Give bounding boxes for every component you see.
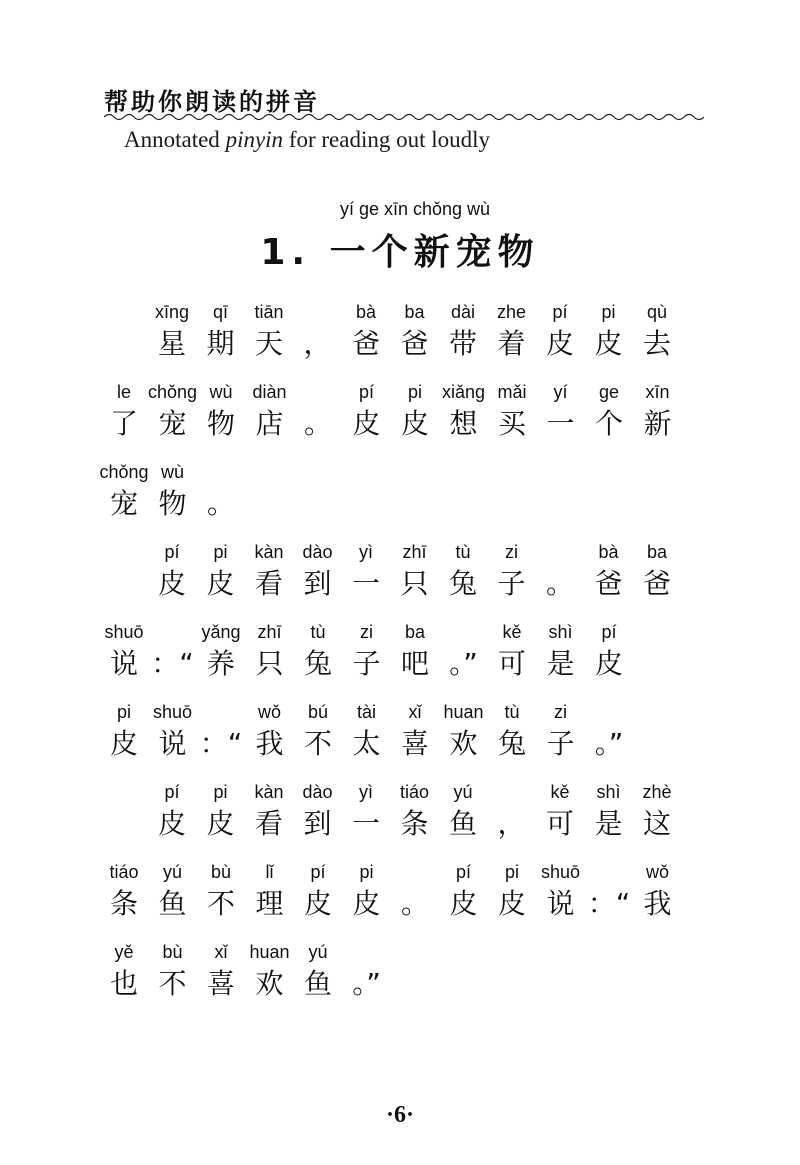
hanzi-character: 物 — [206, 407, 235, 440]
hanzi-character: 理 — [255, 887, 284, 920]
header-divider — [104, 112, 704, 122]
hanzi-character: 一 — [546, 407, 575, 440]
hanzi-character: 皮 — [109, 727, 138, 760]
pinyin-syllable: chǒng — [99, 462, 149, 482]
hanzi-character: 不 — [303, 727, 332, 760]
hanzi-character: 鱼 — [303, 967, 332, 1000]
pinyin-syllable: yú — [162, 862, 182, 882]
hanzi-character: 我 — [255, 727, 284, 760]
pinyin-syllable: shuō — [104, 622, 144, 642]
pinyin-syllable: xiǎng — [441, 382, 486, 402]
hanzi-character: 只 — [400, 567, 429, 600]
pinyin-syllable: tài — [356, 702, 376, 722]
punctuation-mark: 。” — [449, 647, 478, 680]
pinyin-syllable: zi — [505, 542, 518, 562]
pinyin-syllable: zhe — [496, 302, 527, 322]
hanzi-character: 太 — [352, 727, 381, 760]
punctuation-mark: 。 — [400, 887, 429, 920]
hanzi-character: 期 — [206, 327, 235, 360]
hanzi-character: 买 — [497, 407, 526, 440]
hanzi-character: 宠 — [109, 487, 138, 520]
hanzi-character: 这 — [642, 807, 671, 840]
hanzi-character: 条 — [400, 807, 429, 840]
pinyin-syllable: huan — [249, 942, 290, 962]
pinyin-syllable: bà — [598, 542, 619, 562]
hanzi-character: 皮 — [497, 887, 526, 920]
hanzi-character: 到 — [303, 567, 332, 600]
subtitle-text-end: for reading out loudly — [283, 127, 491, 152]
hanzi-character: 不 — [158, 967, 187, 1000]
pinyin-syllable: xǐ — [214, 942, 228, 962]
hanzi-character: 鱼 — [158, 887, 187, 920]
hanzi-character: 说 — [546, 887, 575, 920]
hanzi-character: 皮 — [303, 887, 332, 920]
pinyin-syllable: wǒ — [645, 862, 669, 882]
pinyin-syllable: bà — [355, 302, 377, 322]
hanzi-character: 子 — [352, 647, 381, 680]
pinyin-syllable: zi — [360, 622, 373, 642]
hanzi-character: 个 — [594, 407, 623, 440]
pinyin-syllable: shì — [596, 782, 621, 802]
pinyin-syllable: tiān — [254, 302, 284, 322]
hanzi-character: 是 — [594, 807, 623, 840]
pinyin-syllable: dào — [302, 782, 333, 802]
pinyin-syllable: shuō — [540, 862, 581, 882]
pinyin-syllable: kàn — [254, 542, 284, 562]
pinyin-syllable: bú — [307, 702, 329, 722]
section-header: 帮助你朗读的拼音 — [104, 88, 320, 116]
hanzi-character: 皮 — [206, 567, 235, 600]
hanzi-character: 一 — [351, 807, 380, 840]
hanzi-character: 去 — [642, 327, 671, 360]
pinyin-syllable: pi — [504, 862, 519, 882]
hanzi-character: 一 — [351, 567, 380, 600]
hanzi-character: 兔 — [303, 647, 332, 680]
pinyin-syllable: pi — [213, 542, 228, 562]
punctuation-mark: 。” — [352, 967, 381, 1000]
hanzi-character: 说 — [158, 727, 187, 760]
hanzi-character: 爸 — [351, 327, 380, 360]
pinyin-syllable: yì — [358, 542, 373, 562]
pinyin-syllable: pí — [164, 782, 180, 802]
page-number: ·6· — [385, 1102, 414, 1128]
hanzi-character: 皮 — [594, 327, 623, 360]
hanzi-character: 看 — [254, 567, 283, 600]
story-title-pinyin: yí ge xīn chǒng wù — [339, 199, 491, 219]
hanzi-character: 可 — [497, 647, 526, 680]
pinyin-syllable: kàn — [254, 782, 284, 802]
pinyin-syllable: xīn — [645, 382, 670, 402]
hanzi-character: 说 — [109, 647, 138, 680]
pinyin-syllable: tiáo — [109, 862, 139, 882]
hanzi-character: 皮 — [594, 647, 623, 680]
hanzi-character: 皮 — [400, 407, 429, 440]
hanzi-character: 皮 — [206, 807, 235, 840]
pinyin-syllable: dào — [302, 542, 333, 562]
pinyin-syllable: pi — [601, 302, 616, 322]
hanzi-character: 只 — [255, 647, 284, 680]
punctuation-mark: ：“ — [151, 647, 194, 680]
hanzi-character: 爸 — [594, 567, 623, 600]
hanzi-character: 新 — [643, 407, 672, 440]
hanzi-character: 我 — [643, 887, 672, 920]
pinyin-syllable: pí — [455, 862, 471, 882]
pinyin-syllable: diàn — [252, 382, 287, 402]
pinyin-syllable: wǒ — [257, 702, 281, 722]
pinyin-syllable: huan — [443, 702, 484, 722]
hanzi-character: 皮 — [545, 327, 574, 360]
pinyin-syllable: chǒng — [147, 382, 198, 402]
hanzi-character: 天 — [254, 327, 283, 360]
pinyin-syllable: kě — [550, 782, 570, 802]
hanzi-character: 宠 — [158, 407, 187, 440]
subtitle-italic-word: pinyin — [225, 127, 284, 152]
pinyin-syllable: xīng — [154, 302, 190, 322]
punctuation-mark: ：“ — [587, 887, 631, 920]
hanzi-character: 星 — [157, 327, 186, 360]
pinyin-syllable: pi — [213, 782, 228, 802]
pinyin-syllable: tù — [504, 702, 520, 722]
pinyin-syllable: pí — [164, 542, 180, 562]
hanzi-character: 可 — [545, 807, 574, 840]
pinyin-syllable: shì — [548, 622, 573, 642]
hanzi-character: 皮 — [352, 887, 381, 920]
section-subtitle — [124, 127, 490, 153]
pinyin-syllable: pí — [601, 622, 617, 642]
pinyin-syllable: mǎi — [497, 382, 527, 402]
hanzi-character: 条 — [109, 887, 138, 920]
punctuation-mark: ， — [497, 807, 526, 840]
pinyin-syllable: xǐ — [408, 702, 422, 722]
hanzi-character: 想 — [449, 407, 478, 440]
pinyin-syllable: yě — [114, 942, 134, 962]
pinyin-syllable: qù — [646, 302, 668, 322]
pinyin-syllable: yú — [308, 942, 328, 962]
pinyin-syllable: wù — [209, 382, 233, 402]
pinyin-syllable: tù — [455, 542, 471, 562]
hanzi-character: 到 — [303, 807, 332, 840]
pinyin-syllable: qī — [212, 302, 228, 322]
hanzi-character: 带 — [448, 327, 477, 360]
hanzi-character: 店 — [255, 407, 284, 440]
pinyin-syllable: zi — [554, 702, 567, 722]
punctuation-mark: ：“ — [199, 727, 243, 760]
hanzi-character: 吧 — [400, 647, 429, 680]
pinyin-syllable: tù — [310, 622, 326, 642]
pinyin-syllable: pi — [359, 862, 374, 882]
hanzi-character: 子 — [497, 567, 526, 600]
punctuation-mark: 。 — [545, 567, 574, 600]
punctuation-mark: 。” — [594, 727, 624, 760]
hanzi-character: 欢 — [449, 727, 478, 760]
pinyin-syllable: ba — [404, 622, 426, 642]
pinyin-syllable: zhī — [257, 622, 282, 642]
story-title: 1. 一个新宠物 — [260, 232, 540, 273]
hanzi-character: 皮 — [352, 407, 381, 440]
pinyin-syllable: yǎng — [201, 622, 241, 642]
pinyin-syllable: pí — [552, 302, 568, 322]
hanzi-character: 养 — [206, 647, 235, 680]
punctuation-mark: 。 — [303, 407, 332, 440]
hanzi-character: 不 — [206, 887, 235, 920]
subtitle-text-start: Annotated — [124, 127, 226, 152]
pinyin-syllable: ba — [646, 542, 668, 562]
hanzi-character: 是 — [546, 647, 575, 680]
pinyin-syllable: pí — [310, 862, 326, 882]
hanzi-character: 皮 — [157, 807, 186, 840]
punctuation-mark: ， — [303, 327, 332, 360]
hanzi-character: 皮 — [449, 887, 478, 920]
pinyin-syllable: shuō — [152, 702, 193, 722]
hanzi-character: 物 — [158, 487, 187, 520]
pinyin-syllable: zhī — [402, 542, 427, 562]
pinyin-syllable: pi — [116, 702, 131, 722]
hanzi-character: 兔 — [448, 567, 477, 600]
punctuation-mark: 。 — [206, 487, 235, 520]
hanzi-character: 了 — [109, 407, 138, 440]
pinyin-syllable: tiáo — [399, 782, 430, 802]
hanzi-character: 欢 — [255, 967, 284, 1000]
pinyin-syllable: bù — [162, 942, 183, 962]
hanzi-character: 皮 — [157, 567, 186, 600]
pinyin-syllable: ba — [404, 302, 425, 322]
hanzi-character: 兔 — [497, 727, 526, 760]
pinyin-syllable: lǐ — [265, 862, 274, 882]
pinyin-syllable: bù — [210, 862, 232, 882]
pinyin-syllable: kě — [502, 622, 522, 642]
pinyin-syllable: yí — [553, 382, 568, 402]
pinyin-syllable: yú — [453, 782, 473, 802]
hanzi-character: 喜 — [206, 967, 235, 1000]
pinyin-syllable: zhè — [642, 782, 672, 802]
pinyin-syllable: le — [116, 382, 131, 402]
pinyin-syllable: ge — [598, 382, 620, 402]
pinyin-syllable: wù — [160, 462, 184, 482]
pinyin-syllable: pí — [358, 382, 374, 402]
pinyin-syllable: dài — [450, 302, 476, 322]
pinyin-syllable: yì — [358, 782, 373, 802]
hanzi-character: 喜 — [400, 727, 429, 760]
hanzi-character: 子 — [546, 727, 575, 760]
hanzi-character: 着 — [497, 327, 526, 360]
hanzi-character: 爸 — [642, 567, 671, 600]
hanzi-character: 看 — [254, 807, 283, 840]
hanzi-character: 爸 — [400, 327, 429, 360]
hanzi-character: 也 — [109, 967, 138, 1000]
pinyin-syllable: pi — [407, 382, 422, 402]
hanzi-character: 鱼 — [448, 807, 477, 840]
